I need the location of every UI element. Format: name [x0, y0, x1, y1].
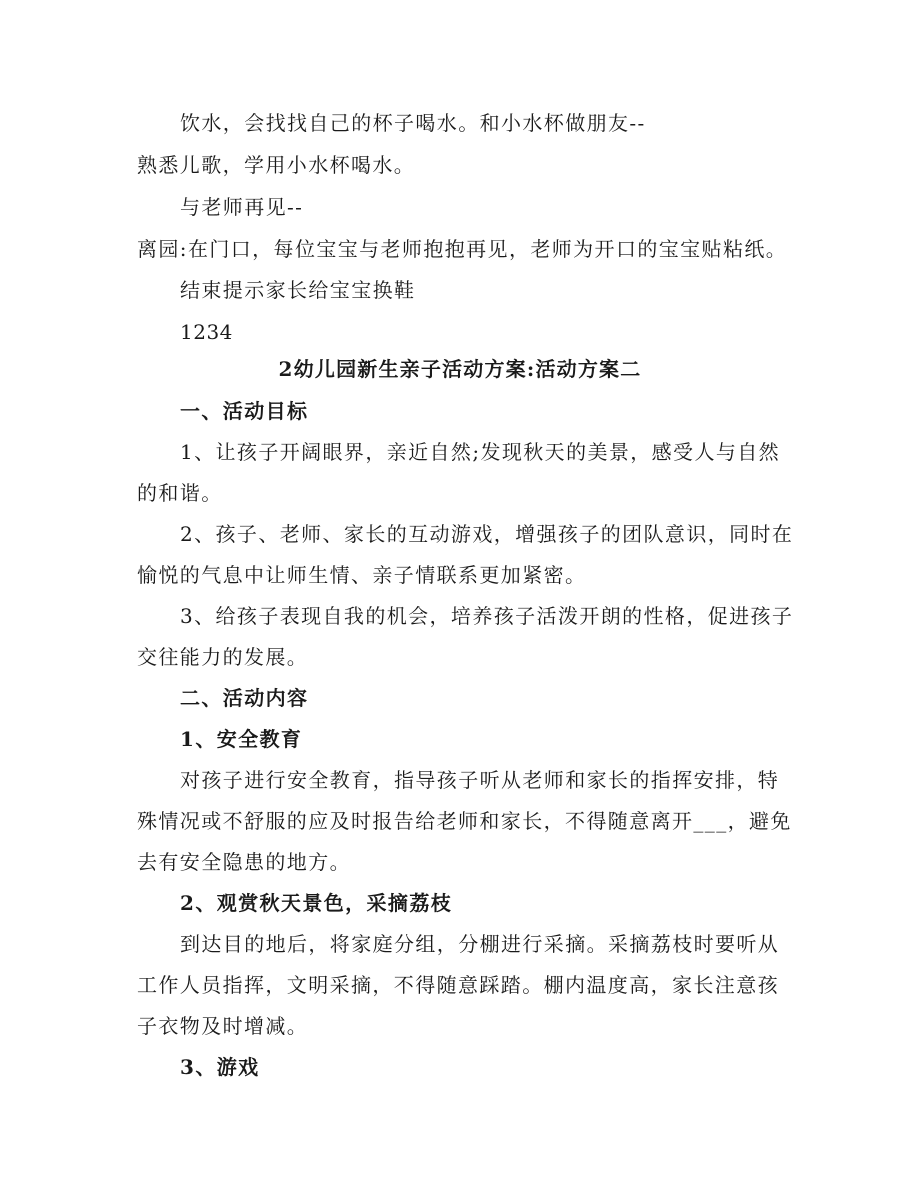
subheading-games: 3、游戏 [180, 1055, 260, 1079]
goal-item-3: 3、给孩子表现自我的机会，培养孩子活泼开朗的性格，促进孩子 [180, 604, 794, 628]
autumn-text-cont: 工作人员指挥，文明采摘，不得随意踩踏。棚内温度高，家长注意孩 [137, 973, 779, 997]
goal-item-2-cont: 愉悦的气息中让师生情、亲子情联系更加紧密。 [137, 563, 587, 587]
text-line: 与老师再见-- [180, 195, 304, 219]
safety-text-cont: 去有安全隐患的地方。 [137, 850, 351, 874]
heading-activity-goals: 一、活动目标 [180, 399, 309, 423]
text-line: 结束提示家长给宝宝换鞋 [180, 278, 416, 302]
goal-item-2: 2、孩子、老师、家长的互动游戏，增强孩子的团队意识，同时在 [180, 522, 794, 546]
text-line: 饮水，会找找自己的杯子喝水。和小水杯做朋友-- [180, 111, 646, 135]
goal-item-1: 1、让孩子开阔眼界，亲近自然;发现秋天的美景，感受人与自然 [180, 440, 781, 464]
page-number-text: 1234 [180, 320, 233, 344]
safety-text-cont: 殊情况或不舒服的应及时报告给老师和家长，不得随意离开___，避免 [137, 809, 792, 833]
section-title: 2幼儿园新生亲子活动方案:活动方案二 [278, 357, 642, 381]
subheading-autumn: 2、观赏秋天景色，采摘荔枝 [180, 891, 453, 915]
text-line: 熟悉儿歌，学用小水杯喝水。 [137, 153, 416, 177]
text-line: 离园:在门口，每位宝宝与老师抱抱再见，老师为开口的宝宝贴粘纸。 [137, 237, 788, 261]
autumn-text-cont: 子衣物及时增减。 [137, 1014, 309, 1038]
heading-activity-content: 二、活动内容 [180, 686, 309, 710]
goal-item-1-cont: 的和谐。 [137, 481, 223, 505]
autumn-text: 到达目的地后，将家庭分组，分棚进行采摘。采摘荔枝时要听从 [180, 932, 780, 956]
subheading-safety: 1、安全教育 [180, 727, 303, 751]
goal-item-3-cont: 交往能力的发展。 [137, 645, 309, 669]
safety-text: 对孩子进行安全教育，指导孩子听从老师和家长的指挥安排，特 [180, 768, 780, 792]
